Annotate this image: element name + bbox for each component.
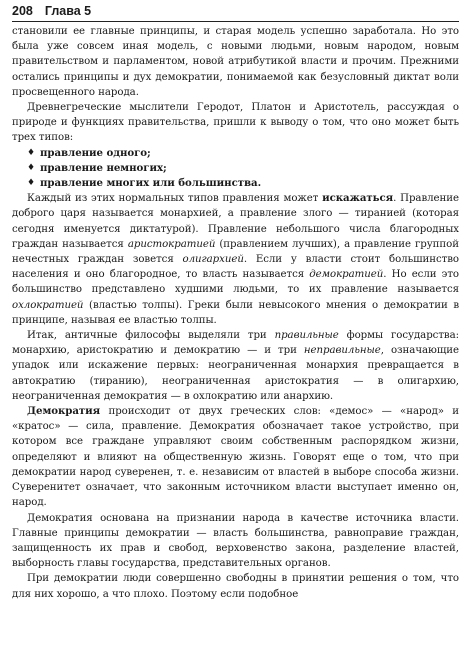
text-run: (властью толпы). Греки были невысокого мнения о демократии в принципе, называя ее властью толпы. (12, 299, 459, 326)
diamond-bullet-icon: ♦ (27, 162, 36, 173)
term-democracy-bold: Демократия (27, 405, 101, 418)
paragraph-democracy-principles: Демократия основана на признании народа в качестве источника власти. Главные принципы демократии — власть большинства, равноправие граждан, защищенность их прав и свобод, верховенство закона, разделение властей, выборность главы государства, представительных органов. (12, 512, 459, 570)
government-types-list (12, 146, 459, 192)
text-run: происходит от двух греческих слов: «демос» — «народ» и «кратос» — сила, правление. Демократия обозначает такое устройство, при котором все граждане управляют своим собственным распорядком жизни, определяют и влияют на общественную жизнь. Говорят еще о том, что при демократии народ суверенен, т. е. независим от властей в выборе способа жизни. Суверенитет означает, что законным источником власти выступает именно он, народ. (12, 406, 459, 509)
paragraph-ancient-thinkers: Древнегреческие мыслители Геродот, Платон и Аристотель, рассуждая о природе и функциях правительства, пришли к выводу о том, что оно может быть трех типов: (12, 102, 459, 144)
emphasis-distort: искажаться (322, 192, 394, 205)
term-democracy: демократией (309, 269, 384, 281)
text-run: Итак, античные философы выделяли три (27, 330, 275, 342)
text-run: Каждый из этих нормальных типов правления может (27, 193, 323, 205)
text-run: , означающие упадок или искажение первых: неограниченная монархия превращается в автократию (тиранию), неограниченная аристократия — в олигархию, неограниченная демократия — в охлократию или анархию. (12, 345, 459, 402)
list-item-text: правление многих или большинства. (40, 177, 262, 190)
term-incorrect: неправильные (303, 345, 381, 357)
text-run: формы государства: монархию, аристократию и демократию — и три (12, 330, 459, 357)
term-aristocracy: аристократией (127, 238, 216, 250)
text-run: . Правление доброго царя называется монархией, а правление злого — тиранией (которая сегодня именуется диктатурой). Правление небольшого числа благородных граждан называется (12, 193, 459, 250)
paragraph-forms-of-state (12, 328, 459, 404)
paragraph-democracy-definition (12, 404, 459, 510)
list-item (27, 161, 459, 176)
text-run: . Если у власти стоит большинство населения и оно благородное, то власть называется (12, 254, 459, 281)
body-text (12, 24, 459, 602)
paragraph-continuation: становили ее главные принципы, и старая модель успешно заработала. Но это была уже совсем иная модель, с новыми людьми, новым народом, новым правительством и парламентом, новой атрибутикой власти и прочим. Прежними остались принципы и дух демократии, понимаемой как безусловный диктат воли просвещенного народа. (12, 26, 459, 98)
paragraph-freedom: При демократии люди совершенно свободны в принятии решения о том, что для них хорошо, а что плохо. Поэтому если подобное (12, 573, 459, 600)
chapter-title: Глава 5 (44, 4, 92, 18)
term-correct: правильные (274, 330, 339, 342)
list-item-text: правление одного; (40, 146, 151, 159)
list-item (27, 176, 459, 191)
diamond-bullet-icon: ♦ (27, 147, 36, 158)
text-run: (правлением лучших), а правление группой нечестных граждан зовется (12, 238, 459, 266)
text-run: . Но если это большинство представлено худшими людьми, то их правление называется (12, 269, 459, 296)
paragraph-distortion (12, 191, 459, 328)
page-number: 208 (12, 4, 33, 18)
term-ochlocracy: охлократией (12, 299, 84, 311)
list-item-text: правление немногих; (40, 161, 167, 174)
term-oligarchy: олигархией (182, 254, 244, 266)
list-item (27, 146, 459, 161)
diamond-bullet-icon: ♦ (27, 178, 36, 189)
running-header (12, 3, 459, 22)
